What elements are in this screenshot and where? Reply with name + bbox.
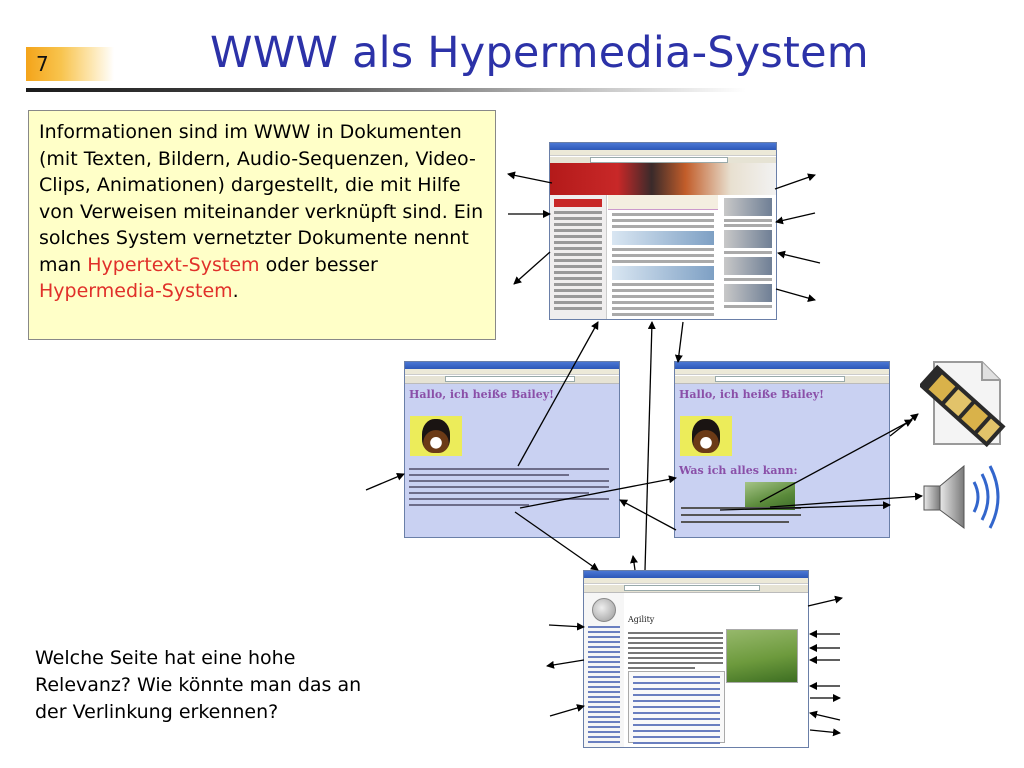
- slide-title: WWW als Hypermedia-System: [210, 28, 869, 78]
- info-text-1: Informationen sind im WWW in Dokumenten (mit Texten, Bildern, Audio-Sequenzen, Video-Clips, Animationen) dargestellt, die mit Hilfe von Verweisen miteinander verknüpft sind. Ein solches System vernetzter Dokumente nennt man: [39, 121, 484, 276]
- wiki-article-title: Agility: [628, 615, 655, 624]
- bailey-skills-heading: Hallo, ich heiße Bailey!: [679, 388, 824, 401]
- info-text-2: oder besser: [259, 253, 378, 276]
- skills-subheading: Was ich alles kann:: [679, 464, 798, 477]
- hypertext-highlight: Hypertext-System: [87, 253, 260, 276]
- slide-number: 7: [36, 52, 49, 76]
- hypermedia-highlight: Hypermedia-System: [39, 280, 233, 302]
- bailey-heading: Hallo, ich heiße Bailey!: [409, 388, 554, 401]
- question-text: Welche Seite hat eine hohe Relevanz? Wie könnte man das an der Verlinkung erkennen?: [35, 647, 362, 723]
- info-text-3: .: [232, 280, 239, 302]
